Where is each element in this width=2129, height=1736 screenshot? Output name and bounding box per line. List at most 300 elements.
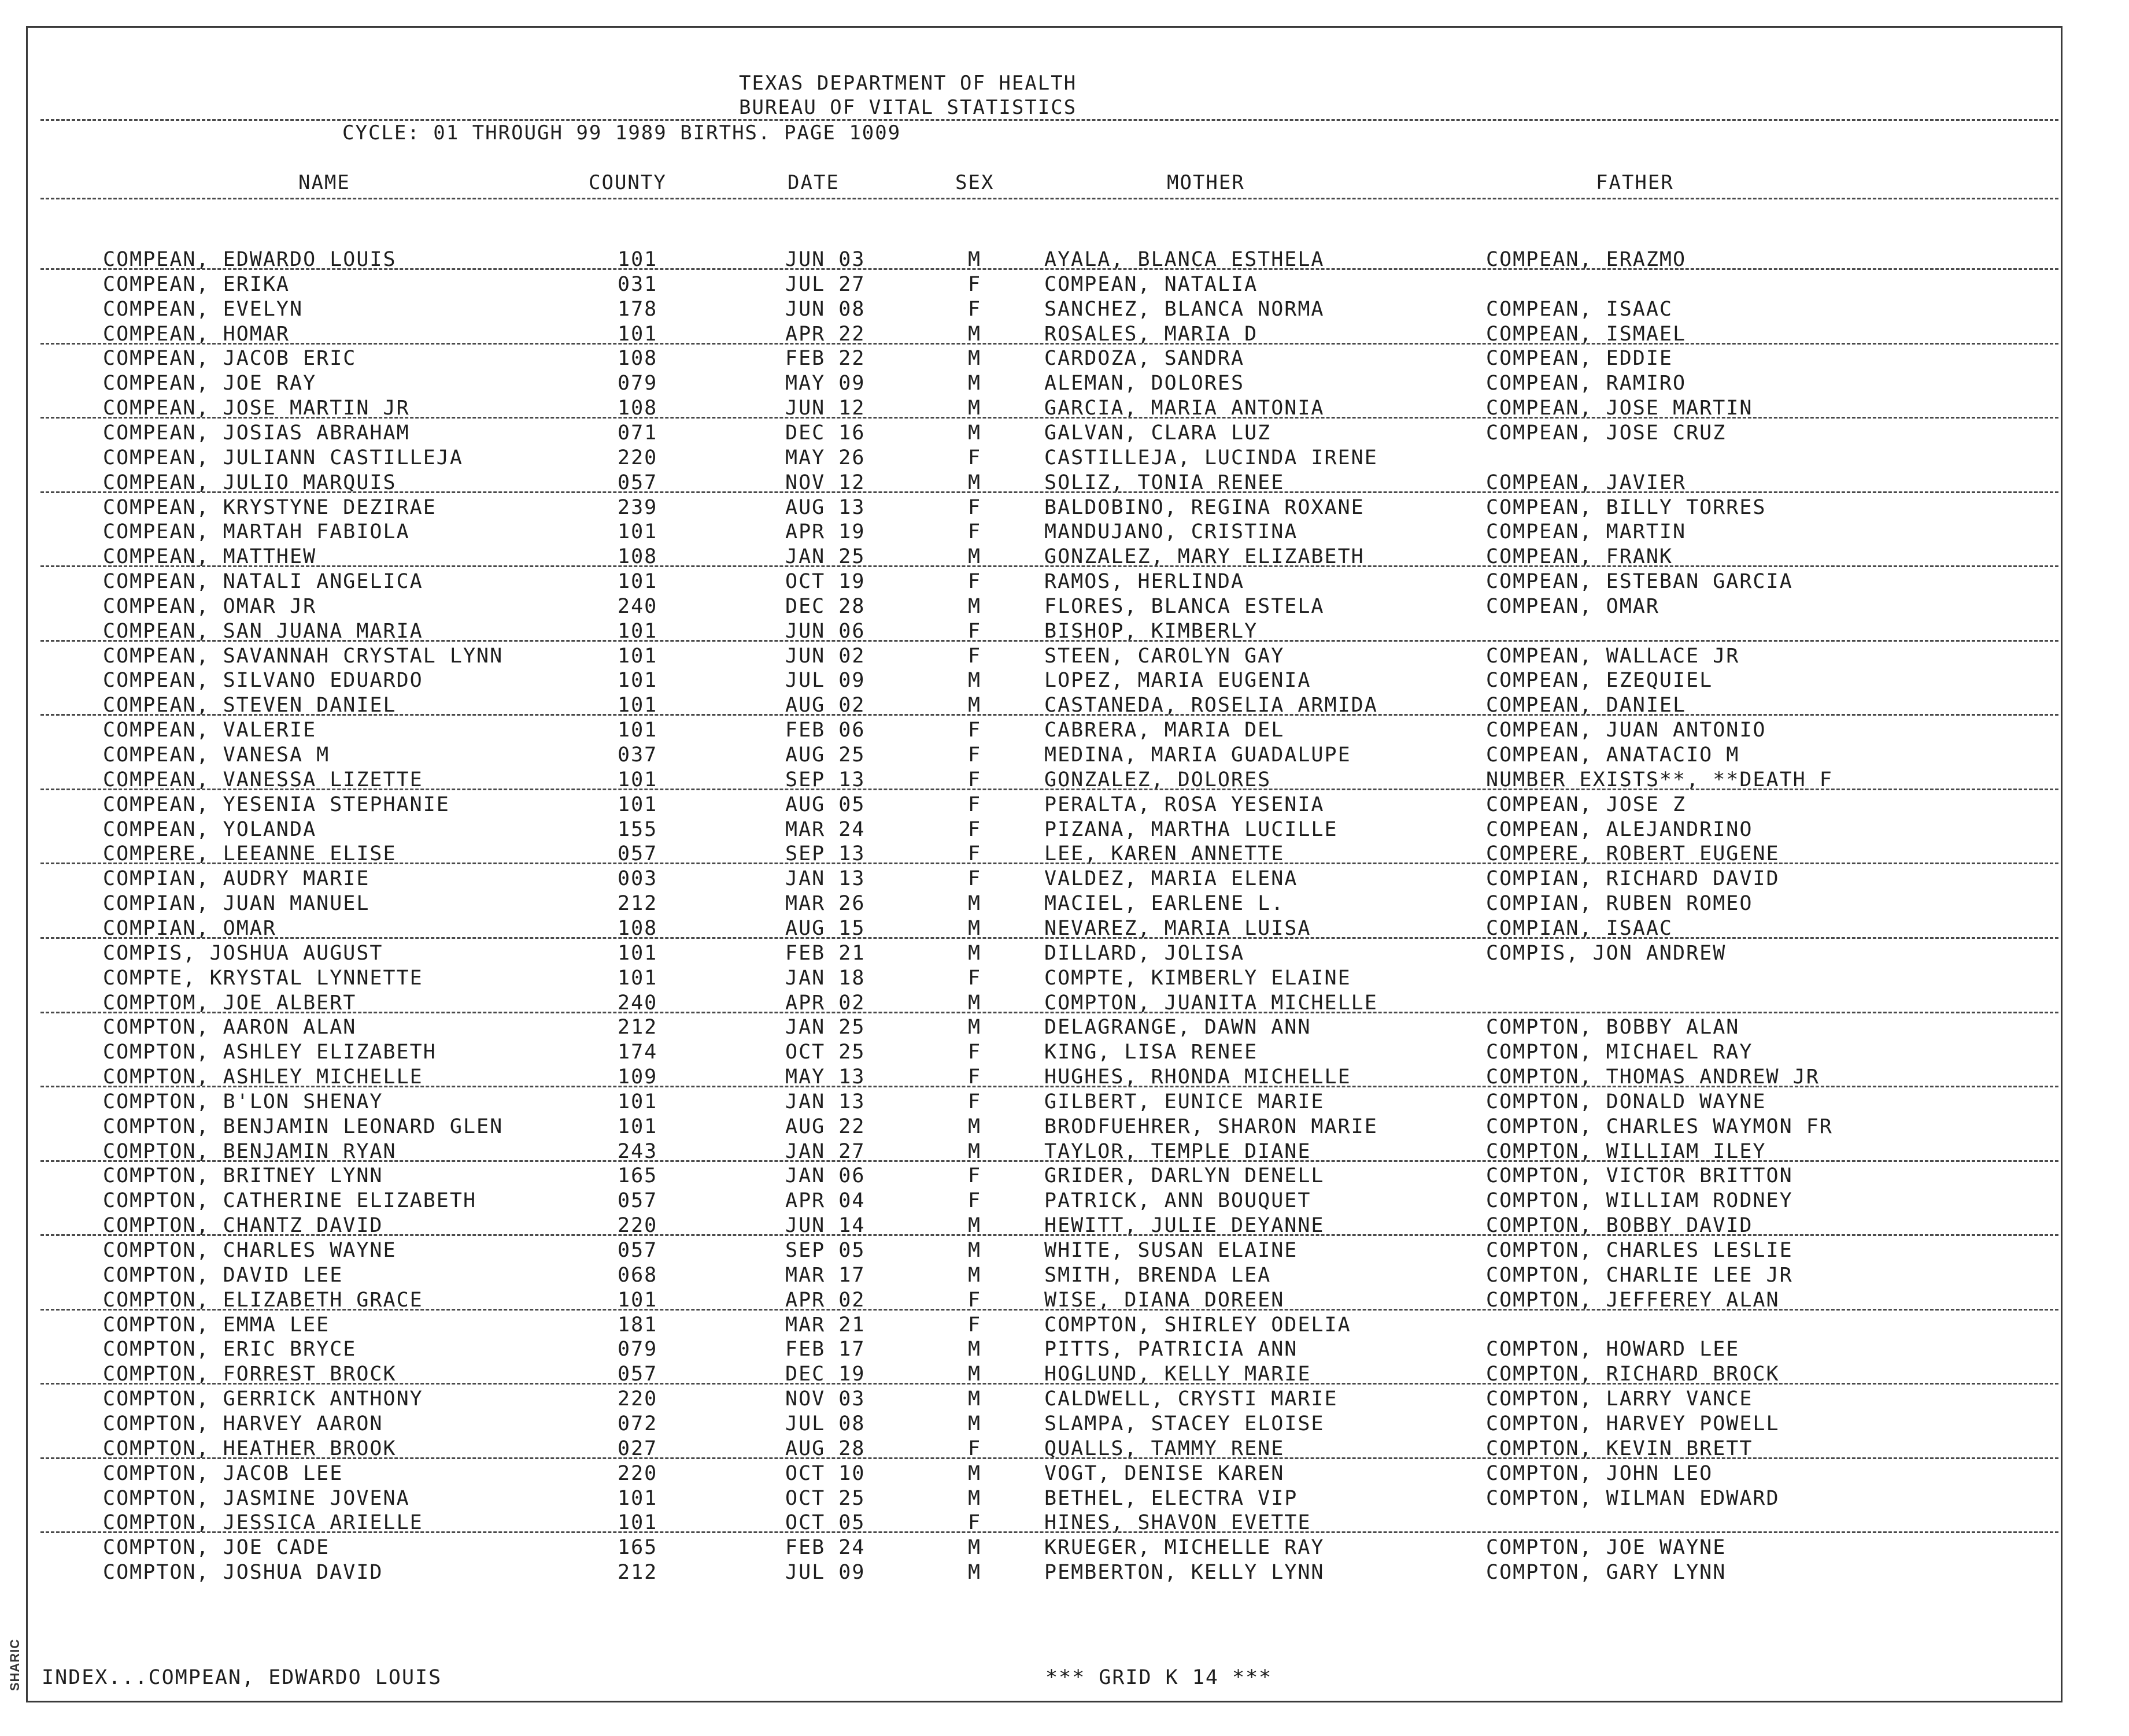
column-header-county: COUNTY [589, 171, 667, 194]
cell-father: COMPEAN, ANATACIO M [1486, 743, 1740, 767]
cell-sex: M [968, 916, 982, 940]
cell-county: 101 [618, 793, 658, 816]
cell-father: COMPTON, DONALD WAYNE [1486, 1090, 1766, 1113]
cell-county: 239 [618, 495, 658, 519]
cell-county: 240 [618, 991, 658, 1015]
cell-mother: NEVAREZ, MARIA LUISA [1044, 916, 1311, 940]
cell-father: COMPTON, CHARLES WAYMON FR [1486, 1115, 1833, 1138]
cell-date: JAN 25 [785, 1016, 866, 1039]
table-row [0, 1015, 2129, 1040]
cell-county: 071 [618, 421, 658, 445]
cell-date: JAN 25 [785, 545, 866, 569]
cell-county: 003 [618, 867, 658, 891]
cell-father: COMPTON, GARY LYNN [1486, 1561, 1727, 1585]
cell-father: COMPEAN, WALLACE JR [1486, 644, 1740, 668]
cell-mother: GALVAN, CLARA LUZ [1044, 421, 1272, 445]
cell-name: COMPTON, CHANTZ DAVID [103, 1214, 383, 1238]
cell-sex: M [968, 1139, 982, 1163]
table-row [0, 297, 2129, 322]
table-row [0, 1313, 2129, 1338]
row-separator [40, 1531, 2058, 1533]
cell-father: COMPTON, CHARLES LESLIE [1486, 1239, 1793, 1262]
cell-mother: CABRERA, MARIA DEL [1044, 719, 1285, 742]
cell-sex: F [968, 1313, 982, 1337]
cell-county: 101 [618, 669, 658, 693]
side-label [3, 1637, 21, 1695]
cell-sex: M [968, 594, 982, 618]
table-row [0, 1238, 2129, 1263]
cell-sex: F [968, 1090, 982, 1113]
cell-date: AUG 05 [785, 793, 866, 816]
cell-mother: TAYLOR, TEMPLE DIANE [1044, 1139, 1311, 1163]
cell-sex: M [968, 1486, 982, 1510]
cell-county: 057 [618, 1363, 658, 1386]
cell-date: AUG 15 [785, 916, 866, 940]
cell-date: FEB 22 [785, 347, 866, 371]
cell-mother: ROSALES, MARIA D [1044, 322, 1258, 346]
cell-county: 165 [618, 1536, 658, 1560]
cell-father: COMPTON, THOMAS ANDREW JR [1486, 1065, 1820, 1089]
cell-name: COMPTON, DAVID LEE [103, 1263, 343, 1287]
cell-sex: F [968, 495, 982, 519]
cell-mother: PIZANA, MARTHA LUCILLE [1044, 817, 1338, 841]
cell-date: AUG 22 [785, 1115, 866, 1138]
cell-date: DEC 16 [785, 421, 866, 445]
cell-sex: M [968, 1363, 982, 1386]
cell-name: COMPTON, ASHLEY MICHELLE [103, 1065, 423, 1089]
cell-father: COMPEAN, ISMAEL [1486, 322, 1687, 346]
cell-sex: M [968, 1214, 982, 1238]
cell-name: COMPTE, KRYSTAL LYNNETTE [103, 966, 423, 990]
cell-sex: F [968, 272, 982, 296]
cell-date: JAN 06 [785, 1164, 866, 1188]
cell-father: NUMBER EXISTS**, **DEATH F [1486, 768, 1833, 791]
cell-name: COMPIAN, AUDRY MARIE [103, 867, 370, 891]
cell-name: COMPTON, JACOB LEE [103, 1461, 343, 1485]
cell-father: COMPEAN, EZEQUIEL [1486, 669, 1713, 693]
table-row [0, 569, 2129, 594]
footer-grid: *** GRID K 14 *** [1045, 1666, 1273, 1689]
table-row [0, 1090, 2129, 1115]
cell-sex: M [968, 941, 982, 965]
cell-county: 101 [618, 966, 658, 990]
cell-date: JUN 14 [785, 1214, 866, 1238]
cell-date: APR 19 [785, 520, 866, 544]
cell-name: COMPTON, AARON ALAN [103, 1016, 357, 1039]
cell-father: COMPEAN, ERAZMO [1486, 248, 1687, 271]
cell-county: 220 [618, 1461, 658, 1485]
table-row [0, 966, 2129, 991]
table-row [0, 644, 2129, 669]
cell-mother: SANCHEZ, BLANCA NORMA [1044, 297, 1325, 321]
row-separator [40, 863, 2058, 864]
cell-sex: F [968, 1164, 982, 1188]
cell-name: COMPEAN, JACOB ERIC [103, 347, 357, 371]
cell-date: JAN 27 [785, 1139, 866, 1163]
row-separator [40, 714, 2058, 716]
cell-mother: COMPTE, KIMBERLY ELAINE [1044, 966, 1351, 990]
cell-date: OCT 25 [785, 1041, 866, 1064]
cell-father: COMPEAN, JOSE CRUZ [1486, 421, 1727, 445]
cell-mother: LOPEZ, MARIA EUGENIA [1044, 669, 1311, 693]
cell-name: COMPTON, B'LON SHENAY [103, 1090, 383, 1113]
cell-county: 109 [618, 1065, 658, 1089]
cell-county: 101 [618, 1288, 658, 1312]
cell-name: COMPIAN, JUAN MANUEL [103, 892, 370, 916]
cell-name: COMPERE, LEEANNE ELISE [103, 842, 397, 866]
cell-county: 101 [618, 322, 658, 346]
table-row [0, 1040, 2129, 1065]
cell-father: COMPTON, RICHARD BROCK [1486, 1363, 1780, 1386]
table-row [0, 867, 2129, 891]
cell-sex: F [968, 867, 982, 891]
cell-mother: HEWITT, JULIE DEYANNE [1044, 1214, 1325, 1238]
header-department: TEXAS DEPARTMENT OF HEALTH [739, 72, 1077, 95]
cell-name: COMPTON, ELIZABETH GRACE [103, 1288, 423, 1312]
cell-mother: HUGHES, RHONDA MICHELLE [1044, 1065, 1351, 1089]
cell-sex: M [968, 991, 982, 1015]
cell-mother: BETHEL, ELECTRA VIP [1044, 1486, 1298, 1510]
table-row [0, 817, 2129, 842]
cell-date: MAR 21 [785, 1313, 866, 1337]
cell-sex: F [968, 520, 982, 544]
cell-name: COMPTON, JESSICA ARIELLE [103, 1511, 423, 1535]
cell-sex: F [968, 719, 982, 742]
cell-father: COMPTON, WILLIAM ILEY [1486, 1139, 1766, 1163]
cell-sex: M [968, 1561, 982, 1585]
cell-date: JUN 03 [785, 248, 866, 271]
cell-sex: M [968, 347, 982, 371]
cell-name: COMPEAN, JULIO MARQUIS [103, 471, 397, 494]
cell-sex: M [968, 372, 982, 395]
cell-name: COMPEAN, JOSE MARTIN JR [103, 397, 410, 420]
cell-name: COMPEAN, HOMAR [103, 322, 290, 346]
cell-date: MAR 24 [785, 817, 866, 841]
row-separator [40, 268, 2058, 270]
cell-mother: BALDOBINO, REGINA ROXANE [1044, 495, 1365, 519]
cell-county: 101 [618, 1486, 658, 1510]
cell-father: COMPERE, ROBERT EUGENE [1486, 842, 1780, 866]
cell-name: COMPTON, GERRICK ANTHONY [103, 1387, 423, 1411]
table-row [0, 1263, 2129, 1288]
cell-name: COMPTON, BENJAMIN LEONARD GLEN [103, 1115, 504, 1138]
cell-sex: F [968, 446, 982, 469]
header-cycle: CYCLE: 01 THROUGH 99 1989 BIRTHS. PAGE 1009 [342, 121, 901, 145]
cell-county: 101 [618, 520, 658, 544]
cell-sex: M [968, 892, 982, 916]
cell-date: MAY 26 [785, 446, 866, 469]
row-separator [40, 1160, 2058, 1162]
table-row [0, 495, 2129, 520]
cell-sex: M [968, 669, 982, 693]
side-label-text: SHARIC [8, 1638, 22, 1691]
cell-sex: F [968, 644, 982, 668]
cell-date: JUL 09 [785, 669, 866, 693]
cell-father: COMPEAN, ESTEBAN GARCIA [1486, 570, 1793, 594]
cell-mother: PATRICK, ANN BOUQUET [1044, 1189, 1311, 1213]
cell-father: COMPEAN, JOSE MARTIN [1486, 397, 1753, 420]
table-row [0, 718, 2129, 743]
cell-county: 178 [618, 297, 658, 321]
cell-father: COMPTON, KEVIN BRETT [1486, 1437, 1753, 1460]
cell-date: JUL 09 [785, 1561, 866, 1585]
cell-mother: GILBERT, EUNICE MARIE [1044, 1090, 1325, 1113]
cell-father: COMPEAN, FRANK [1486, 545, 1673, 569]
table-row [0, 1560, 2129, 1585]
cell-name: COMPIAN, OMAR [103, 916, 276, 940]
cell-mother: FLORES, BLANCA ESTELA [1044, 594, 1325, 618]
cell-county: 108 [618, 397, 658, 420]
cell-sex: M [968, 1412, 982, 1435]
cell-date: DEC 28 [785, 594, 866, 618]
row-separator [40, 789, 2058, 790]
cell-sex: M [968, 694, 982, 717]
cell-sex: F [968, 619, 982, 643]
column-header-sex: SEX [955, 171, 995, 194]
table-row [0, 668, 2129, 693]
cell-date: FEB 06 [785, 719, 866, 742]
cell-father: COMPTON, LARRY VANCE [1486, 1387, 1753, 1411]
cell-date: MAR 17 [785, 1263, 866, 1287]
table-row [0, 520, 2129, 545]
cell-sex: M [968, 322, 982, 346]
cell-father: COMPEAN, MARTIN [1486, 520, 1687, 544]
cell-date: JUN 02 [785, 644, 866, 668]
cell-county: 072 [618, 1412, 658, 1435]
cell-date: AUG 28 [785, 1437, 866, 1460]
cell-county: 101 [618, 619, 658, 643]
cell-date: JAN 13 [785, 1090, 866, 1113]
cell-mother: GONZALEZ, MARY ELIZABETH [1044, 545, 1365, 569]
cell-sex: F [968, 743, 982, 767]
cell-sex: M [968, 1461, 982, 1485]
row-separator [40, 1309, 2058, 1311]
table-row [0, 594, 2129, 619]
cell-name: COMPTOM, JOE ALBERT [103, 991, 357, 1015]
cell-county: 155 [618, 817, 658, 841]
cell-date: SEP 05 [785, 1239, 866, 1262]
row-separator [40, 1012, 2058, 1013]
cell-name: COMPEAN, VANESSA LIZETTE [103, 768, 423, 791]
cell-sex: M [968, 1263, 982, 1287]
row-separator [40, 1086, 2058, 1087]
cell-name: COMPEAN, MATTHEW [103, 545, 317, 569]
cell-sex: F [968, 297, 982, 321]
cell-name: COMPEAN, VANESA M [103, 743, 330, 767]
cell-mother: CASTILLEJA, LUCINDA IRENE [1044, 446, 1378, 469]
cell-sex: M [968, 248, 982, 271]
cell-father: COMPTON, BOBBY ALAN [1486, 1016, 1740, 1039]
cell-date: SEP 13 [785, 768, 866, 791]
row-separator [40, 1457, 2058, 1459]
cell-mother: SMITH, BRENDA LEA [1044, 1263, 1272, 1287]
table-row [0, 272, 2129, 297]
cell-mother: BISHOP, KIMBERLY [1044, 619, 1258, 643]
cell-father: COMPEAN, JOSE Z [1486, 793, 1687, 816]
cell-date: OCT 25 [785, 1486, 866, 1510]
cell-mother: DELAGRANGE, DAWN ANN [1044, 1016, 1311, 1039]
cell-name: COMPEAN, KRYSTYNE DEZIRAE [103, 495, 437, 519]
cell-county: 174 [618, 1041, 658, 1064]
cell-date: OCT 05 [785, 1511, 866, 1535]
cell-date: JUL 27 [785, 272, 866, 296]
cell-name: COMPEAN, STEVEN DANIEL [103, 694, 397, 717]
cell-county: 101 [618, 1511, 658, 1535]
cell-father: COMPTON, CHARLIE LEE JR [1486, 1263, 1793, 1287]
cell-father: COMPTON, HOWARD LEE [1486, 1338, 1740, 1361]
cell-county: 068 [618, 1263, 658, 1287]
cell-mother: DILLARD, JOLISA [1044, 941, 1245, 965]
cell-date: APR 22 [785, 322, 866, 346]
cell-mother: COMPTON, JUANITA MICHELLE [1044, 991, 1378, 1015]
cell-county: 101 [618, 570, 658, 594]
cell-date: MAY 13 [785, 1065, 866, 1089]
cell-mother: VOGT, DENISE KAREN [1044, 1461, 1285, 1485]
cell-sex: M [968, 1536, 982, 1560]
cell-sex: F [968, 1041, 982, 1064]
cell-date: JUN 08 [785, 297, 866, 321]
cell-father: COMPIAN, ISAAC [1486, 916, 1673, 940]
column-header-name: NAME [298, 171, 350, 194]
cell-sex: F [968, 793, 982, 816]
cell-county: 212 [618, 1561, 658, 1585]
cell-county: 079 [618, 372, 658, 395]
column-header-mother: MOTHER [1167, 171, 1245, 194]
table-row [0, 1535, 2129, 1560]
cell-date: FEB 24 [785, 1536, 866, 1560]
cell-county: 220 [618, 446, 658, 469]
table-row [0, 793, 2129, 817]
cell-father: COMPEAN, ISAAC [1486, 297, 1673, 321]
cell-date: FEB 17 [785, 1338, 866, 1361]
row-separator [40, 491, 2058, 493]
table-row [0, 371, 2129, 396]
cell-father: COMPEAN, RAMIRO [1486, 372, 1687, 395]
cell-county: 101 [618, 768, 658, 791]
cell-name: COMPEAN, MARTAH FABIOLA [103, 520, 410, 544]
cell-father: COMPTON, JOHN LEO [1486, 1461, 1713, 1485]
table-row [0, 743, 2129, 768]
row-separator [40, 1383, 2058, 1385]
cell-name: COMPTON, ERIC BRYCE [103, 1338, 357, 1361]
cell-name: COMPEAN, YESENIA STEPHANIE [103, 793, 450, 816]
cell-county: 027 [618, 1437, 658, 1460]
cell-date: AUG 02 [785, 694, 866, 717]
cell-mother: MEDINA, MARIA GUADALUPE [1044, 743, 1351, 767]
cell-father: COMPTON, BOBBY DAVID [1486, 1214, 1753, 1238]
cell-mother: GONZALEZ, DOLORES [1044, 768, 1272, 791]
cell-mother: MANDUJANO, CRISTINA [1044, 520, 1298, 544]
cell-father: COMPTON, WILMAN EDWARD [1486, 1486, 1780, 1510]
cell-mother: VALDEZ, MARIA ELENA [1044, 867, 1298, 891]
cell-name: COMPTON, JOSHUA DAVID [103, 1561, 383, 1585]
cell-father: COMPEAN, DANIEL [1486, 694, 1687, 717]
cell-name: COMPTON, BENJAMIN RYAN [103, 1139, 397, 1163]
cell-date: MAR 26 [785, 892, 866, 916]
table-row [0, 1486, 2129, 1511]
cell-father: COMPTON, JOE WAYNE [1486, 1536, 1727, 1560]
cell-sex: F [968, 1065, 982, 1089]
cell-date: MAY 09 [785, 372, 866, 395]
table-row [0, 446, 2129, 471]
cell-county: 101 [618, 248, 658, 271]
cell-mother: KRUEGER, MICHELLE RAY [1044, 1536, 1325, 1560]
cell-name: COMPTON, HEATHER BROOK [103, 1437, 397, 1460]
cell-mother: HINES, SHAVON EVETTE [1044, 1511, 1311, 1535]
cell-date: JUN 12 [785, 397, 866, 420]
cell-mother: WISE, DIANA DOREEN [1044, 1288, 1285, 1312]
cell-name: COMPEAN, VALERIE [103, 719, 317, 742]
row-separator [40, 1234, 2058, 1236]
cell-name: COMPEAN, SILVANO EDUARDO [103, 669, 423, 693]
cell-mother: COMPEAN, NATALIA [1044, 272, 1258, 296]
cell-county: 220 [618, 1387, 658, 1411]
cell-name: COMPTON, JOE CADE [103, 1536, 330, 1560]
cell-mother: PEMBERTON, KELLY LYNN [1044, 1561, 1325, 1585]
cell-mother: STEEN, CAROLYN GAY [1044, 644, 1285, 668]
cell-father: COMPIAN, RICHARD DAVID [1486, 867, 1780, 891]
cell-mother: LEE, KAREN ANNETTE [1044, 842, 1285, 866]
table-row [0, 1164, 2129, 1189]
cell-mother: COMPTON, SHIRLEY ODELIA [1044, 1313, 1351, 1337]
cell-sex: M [968, 1016, 982, 1039]
table-row [0, 346, 2129, 371]
cell-county: 212 [618, 892, 658, 916]
cell-name: COMPTON, JASMINE JOVENA [103, 1486, 410, 1510]
cell-name: COMPTON, CHARLES WAYNE [103, 1239, 397, 1262]
cell-mother: QUALLS, TAMMY RENE [1044, 1437, 1285, 1460]
cell-mother: KING, LISA RENEE [1044, 1041, 1258, 1064]
cell-mother: CARDOZA, SANDRA [1044, 347, 1245, 371]
table-row [0, 1412, 2129, 1437]
cell-county: 165 [618, 1164, 658, 1188]
column-header-father: FATHER [1596, 171, 1674, 194]
cell-father: COMPEAN, JUAN ANTONIO [1486, 719, 1766, 742]
cell-father: COMPIS, JON ANDREW [1486, 941, 1727, 965]
cell-mother: PERALTA, ROSA YESENIA [1044, 793, 1325, 816]
cell-sex: F [968, 570, 982, 594]
cell-mother: SOLIZ, TONIA RENEE [1044, 471, 1285, 494]
row-separator [40, 417, 2058, 419]
cell-mother: ALEMAN, DOLORES [1044, 372, 1245, 395]
cell-name: COMPTON, ASHLEY ELIZABETH [103, 1041, 437, 1064]
cell-father: COMPEAN, JAVIER [1486, 471, 1687, 494]
cell-county: 031 [618, 272, 658, 296]
cell-mother: MACIEL, EARLENE L. [1044, 892, 1285, 916]
cell-father: COMPEAN, BILLY TORRES [1486, 495, 1766, 519]
cell-county: 108 [618, 545, 658, 569]
cell-name: COMPEAN, ERIKA [103, 272, 290, 296]
cell-sex: M [968, 1115, 982, 1138]
cell-date: DEC 19 [785, 1363, 866, 1386]
cell-county: 079 [618, 1338, 658, 1361]
cell-county: 057 [618, 842, 658, 866]
cell-county: 108 [618, 916, 658, 940]
cell-sex: M [968, 397, 982, 420]
footer-index: INDEX...COMPEAN, EDWARDO LOUIS [42, 1666, 442, 1689]
cell-county: 181 [618, 1313, 658, 1337]
cell-sex: F [968, 817, 982, 841]
table-row [0, 1461, 2129, 1486]
cell-date: JAN 18 [785, 966, 866, 990]
cell-mother: CASTANEDA, ROSELIA ARMIDA [1044, 694, 1378, 717]
cell-sex: M [968, 421, 982, 445]
cell-sex: F [968, 1437, 982, 1460]
cell-mother: BRODFUEHRER, SHARON MARIE [1044, 1115, 1378, 1138]
cell-sex: F [968, 1511, 982, 1535]
cell-county: 212 [618, 1016, 658, 1039]
cell-date: NOV 12 [785, 471, 866, 494]
